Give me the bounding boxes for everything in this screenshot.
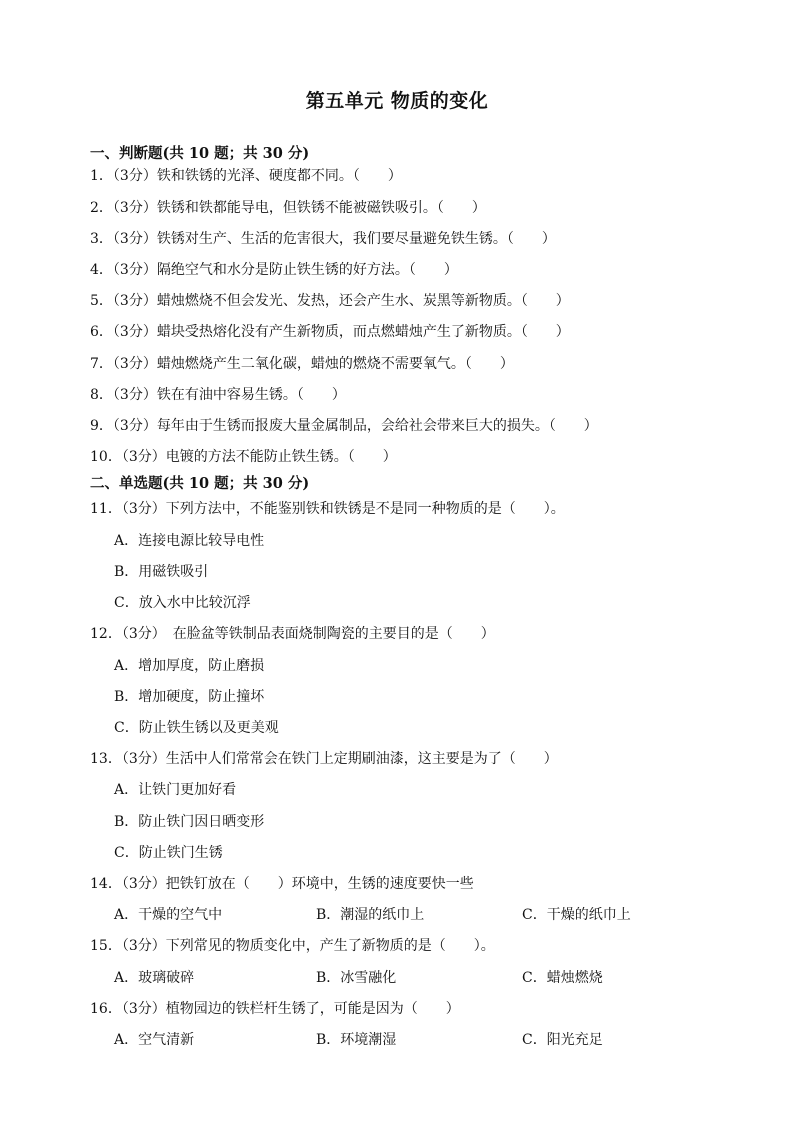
question-15: 15．（3分）下列常见的物质变化中，产生了新物质的是（ ）。 (90, 938, 495, 954)
question-15-option-a: A．玻璃破碎 (114, 970, 195, 986)
question-16: 16．（3分）植物园边的铁栏杆生锈了，可能是因为（ ） (90, 1001, 460, 1017)
question-8: 8．（3分）铁在有油中容易生锈。（ ） (90, 387, 346, 403)
question-9: 9．（3分）每年由于生锈而报废大量金属制品，会给社会带来巨大的损失。（ ） (90, 418, 598, 434)
question-11: 11．（3分）下列方法中，不能鉴别铁和铁锈是不是同一种物质的是（ ）。 (90, 501, 565, 517)
section-heading-true-false: 一、判断题(共 10 题；共 30 分) (90, 145, 310, 162)
question-2: 2．（3分）铁锈和铁都能导电，但铁锈不能被磁铁吸引。（ ） (90, 200, 486, 216)
page-title: 第五单元 物质的变化 (305, 90, 489, 112)
question-11-option-a: A．连接电源比较导电性 (114, 533, 265, 549)
question-16-option-a: A．空气清新 (114, 1032, 195, 1048)
question-14-option-a: A．干燥的空气中 (114, 907, 223, 923)
question-14: 14．（3分）把铁钉放在（ ）环境中，生锈的速度要快一些 (90, 876, 474, 892)
question-13-option-a: A．让铁门更加好看 (114, 782, 237, 798)
question-10: 10．（3分）电镀的方法不能防止铁生锈。（ ） (90, 449, 397, 465)
question-15-option-b: B．冰雪融化 (316, 970, 397, 986)
question-6: 6．（3分）蜡块受热熔化没有产生新物质，而点燃蜡烛产生了新物质。（ ） (90, 324, 570, 340)
question-4: 4．（3分）隔绝空气和水分是防止铁生锈的好方法。（ ） (90, 262, 458, 278)
question-16-option-b: B．环境潮湿 (316, 1032, 397, 1048)
question-16-option-c: C．阳光充足 (522, 1032, 603, 1048)
question-12-option-c: C．防止铁生锈以及更美观 (114, 720, 279, 736)
question-3: 3．（3分）铁锈对生产、生活的危害很大，我们要尽量避免铁生锈。（ ） (90, 231, 556, 247)
question-12-option-a: A．增加厚度，防止磨损 (114, 658, 265, 674)
question-11-option-c: C．放入水中比较沉浮 (114, 595, 251, 611)
question-14-option-b: B．潮湿的纸巾上 (316, 907, 425, 923)
question-13-option-c: C．防止铁门生锈 (114, 845, 223, 861)
question-12: 12．（3分） 在脸盆等铁制品表面烧制陶瓷的主要目的是（ ） (90, 626, 495, 642)
question-7: 7．（3分）蜡烛燃烧产生二氧化碳，蜡烛的燃烧不需要氧气。（ ） (90, 356, 514, 372)
question-12-option-b: B．增加硬度，防止撞坏 (114, 689, 265, 705)
question-11-option-b: B．用磁铁吸引 (114, 564, 209, 580)
question-1: 1．（3分）铁和铁锈的光泽、硬度都不同。（ ） (90, 168, 402, 184)
question-13-option-b: B．防止铁门因日晒变形 (114, 814, 265, 830)
question-13: 13．（3分）生活中人们常常会在铁门上定期刷油漆，这主要是为了（ ） (90, 751, 558, 767)
section-heading-single-choice: 二、单选题(共 10 题；共 30 分) (90, 475, 310, 492)
question-15-option-c: C．蜡烛燃烧 (522, 970, 603, 986)
question-14-option-c: C．干燥的纸巾上 (522, 907, 631, 923)
question-5: 5．（3分）蜡烛燃烧不但会发光、发热，还会产生水、炭黑等新物质。（ ） (90, 293, 570, 309)
